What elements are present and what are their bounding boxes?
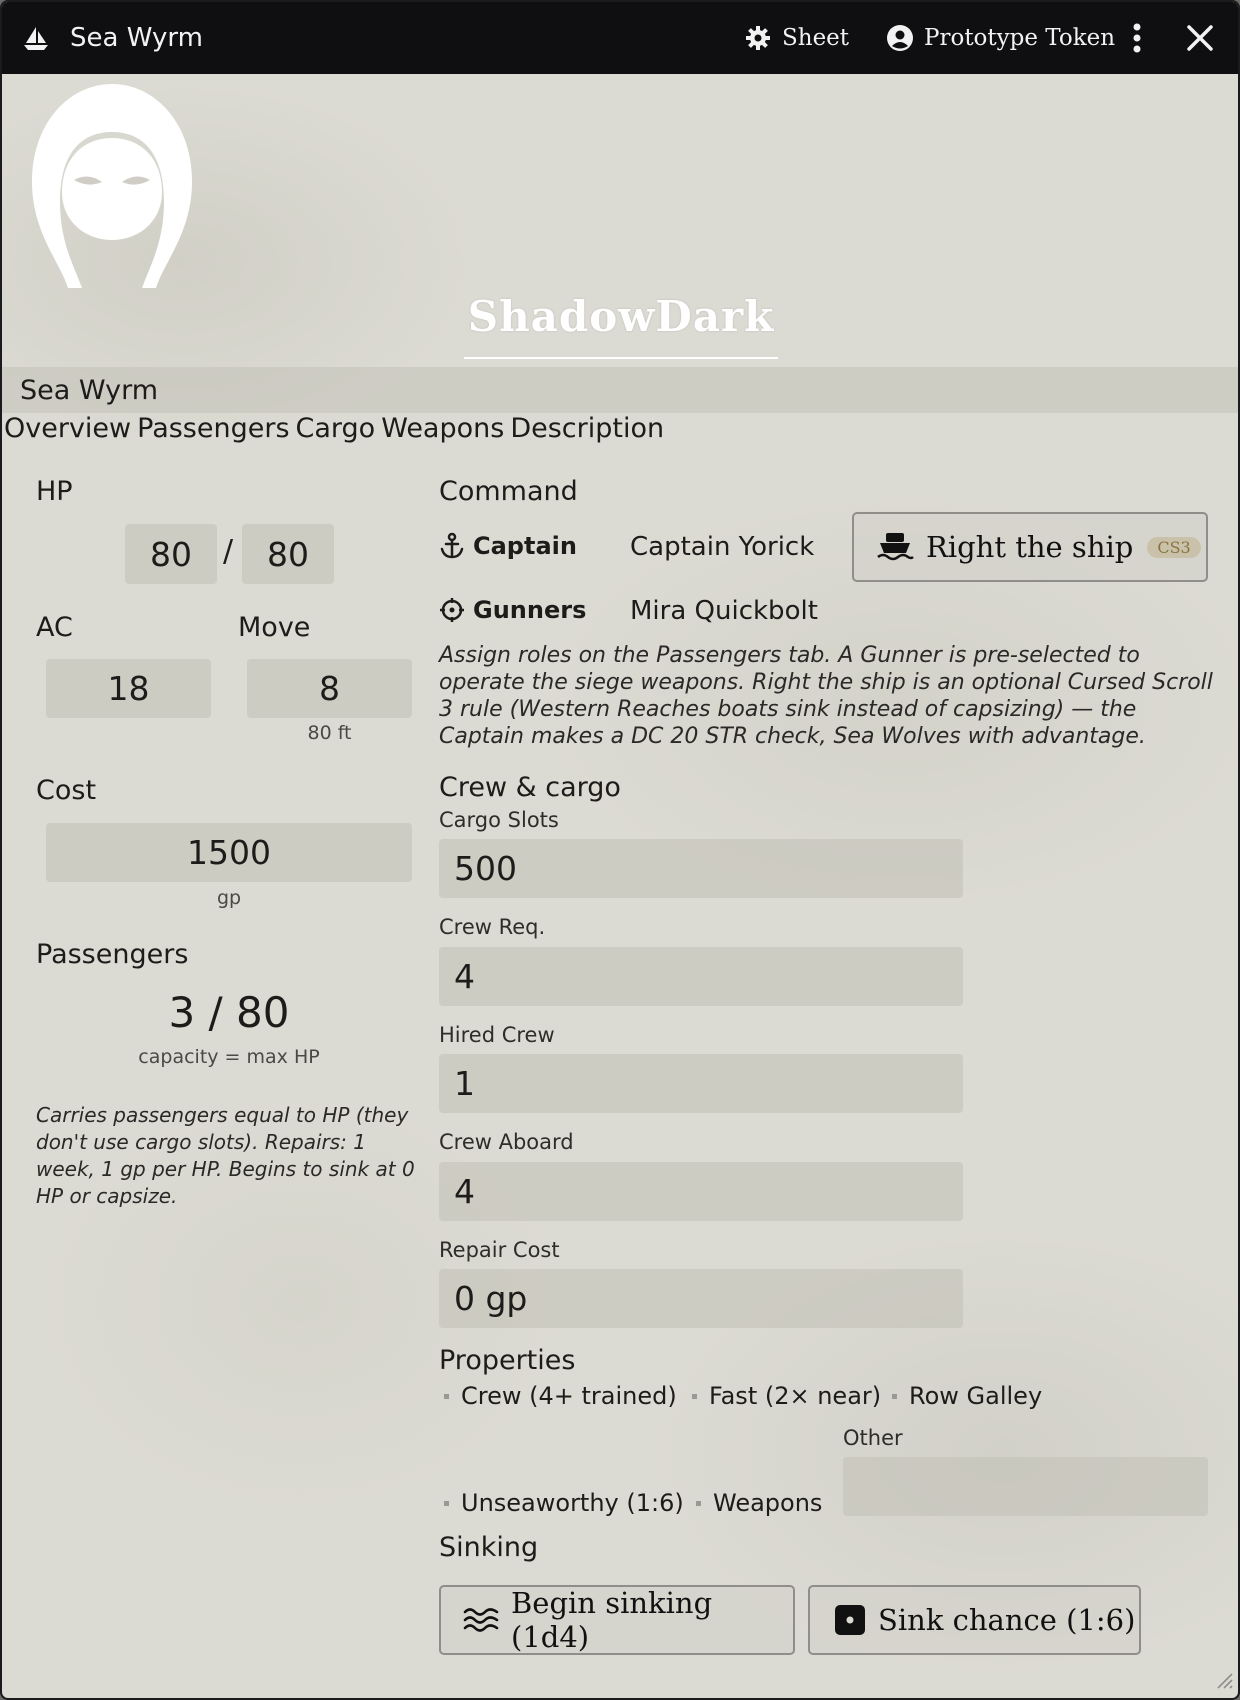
begin-sinking-label: Begin sinking (1d4) [511,1586,713,1654]
tab-overview[interactable]: Overview [4,413,132,444]
hired-crew-input[interactable]: 1 [439,1054,963,1113]
gear-icon [744,24,772,52]
crew-aboard-input[interactable]: 4 [439,1162,963,1221]
prototype-token-button[interactable] [886,2,1115,74]
sink-chance-button[interactable] [808,1585,1141,1655]
captain-label: Captain [473,532,577,560]
other-property-input[interactable] [843,1457,1208,1516]
ac-input[interactable]: 18 [46,659,211,718]
crew-cargo-heading: Crew & cargo [439,772,621,803]
passengers-label: Passengers [36,939,189,970]
move-feet: 80 ft [307,722,352,744]
crew-aboard-label: Crew Aboard [439,1130,574,1154]
passengers-capacity-note: capacity = max HP [138,1046,320,1068]
property-row-galley[interactable]: Row Galley [892,1382,1042,1410]
crew-required-input[interactable]: 4 [439,947,963,1006]
cost-input[interactable]: 1500 [46,823,412,882]
captain-role [439,532,577,560]
vehicle-name-bar [2,367,1238,413]
passenger-rules-note: Carries passengers equal to HP (they don't use cargo slots). Repairs: 1 week, 1 gp per HP. Begins to sink at 0 HP or capsize. [36,1103,415,1208]
crew-required-label: Crew Req. [439,915,546,939]
command-heading: Command [439,476,578,507]
vehicle-name-input[interactable]: Sea Wyrm [20,375,159,406]
sheet-tabs [4,413,670,444]
property-unseaworthy[interactable]: Unseaworthy (1:6) [444,1489,684,1517]
command-rules-note: Assign roles on the Passengers tab. A Gunner is pre-selected to operate the siege weapons. Right the ship is an optional Cursed Scroll 3 rule (Western Reaches boats sink instead of capsizing) — the Captain makes a DC 20 STR check, Sea Wolves with advantage. [439,643,1213,749]
right-the-ship-button[interactable] [852,512,1208,582]
logo-underline [464,357,778,359]
captain-name[interactable]: Captain Yorick [630,532,815,562]
die-icon [834,1604,866,1636]
tab-passengers[interactable]: Passengers [137,413,290,444]
right-the-ship-label: Right the ship [926,530,1134,564]
repair-cost-input[interactable]: 0 gp [439,1269,963,1328]
passengers-count: 3 / 80 [168,988,290,1037]
property-fast[interactable]: Fast (2× near) [692,1382,881,1410]
sheet-button[interactable] [744,2,849,74]
gunners-name[interactable]: Mira Quickbolt [630,596,818,626]
ac-label: AC [36,612,73,643]
move-label: Move [238,612,311,643]
sink-chance-label: Sink chance (1:6) [878,1603,1136,1637]
hp-value-input[interactable]: 80 [125,524,217,584]
property-weapons[interactable]: Weapons [696,1489,822,1517]
repair-cost-label: Repair Cost [439,1238,560,1262]
kebab-menu-icon[interactable] [1132,2,1142,74]
tab-description[interactable]: Description [510,413,665,444]
water-waves-icon [463,1606,499,1634]
hp-separator: / [223,534,234,569]
move-input[interactable]: 8 [247,659,412,718]
properties-heading: Properties [439,1345,576,1376]
anchor-icon [439,532,465,560]
vehicle-portrait-hood-icon[interactable] [30,82,195,294]
window-title: Sea Wyrm [70,23,203,53]
tab-weapons[interactable]: Weapons [381,413,505,444]
hp-max-input[interactable]: 80 [242,524,334,584]
hired-crew-label: Hired Crew [439,1023,555,1047]
sinking-heading: Sinking [439,1532,539,1563]
begin-sinking-button[interactable] [439,1585,795,1655]
user-circle-icon [886,24,914,52]
tab-cargo[interactable]: Cargo [295,413,376,444]
title-bar [2,2,1238,74]
shadowdark-logo: ShadowDark [467,292,775,341]
sailboat-icon [22,2,50,74]
sheet-label: Sheet [782,25,850,51]
ship-wreck-icon [876,531,914,563]
gunners-label: Gunners [473,596,587,624]
cargo-slots-label: Cargo Slots [439,808,559,832]
property-crew-trained[interactable]: Crew (4+ trained) [444,1382,677,1410]
other-property-label: Other [843,1426,903,1450]
hp-label: HP [36,476,73,507]
cursed-scroll-badge: CS3 [1147,537,1200,558]
gunners-role [439,596,586,624]
cost-unit: gp [216,887,242,909]
close-icon[interactable] [1185,2,1215,74]
crosshair-icon [439,597,465,623]
cost-label: Cost [36,775,97,806]
prototype-token-label: Prototype Token [924,25,1116,51]
resize-handle-icon[interactable] [1212,1668,1234,1694]
cargo-slots-input[interactable]: 500 [439,839,963,898]
